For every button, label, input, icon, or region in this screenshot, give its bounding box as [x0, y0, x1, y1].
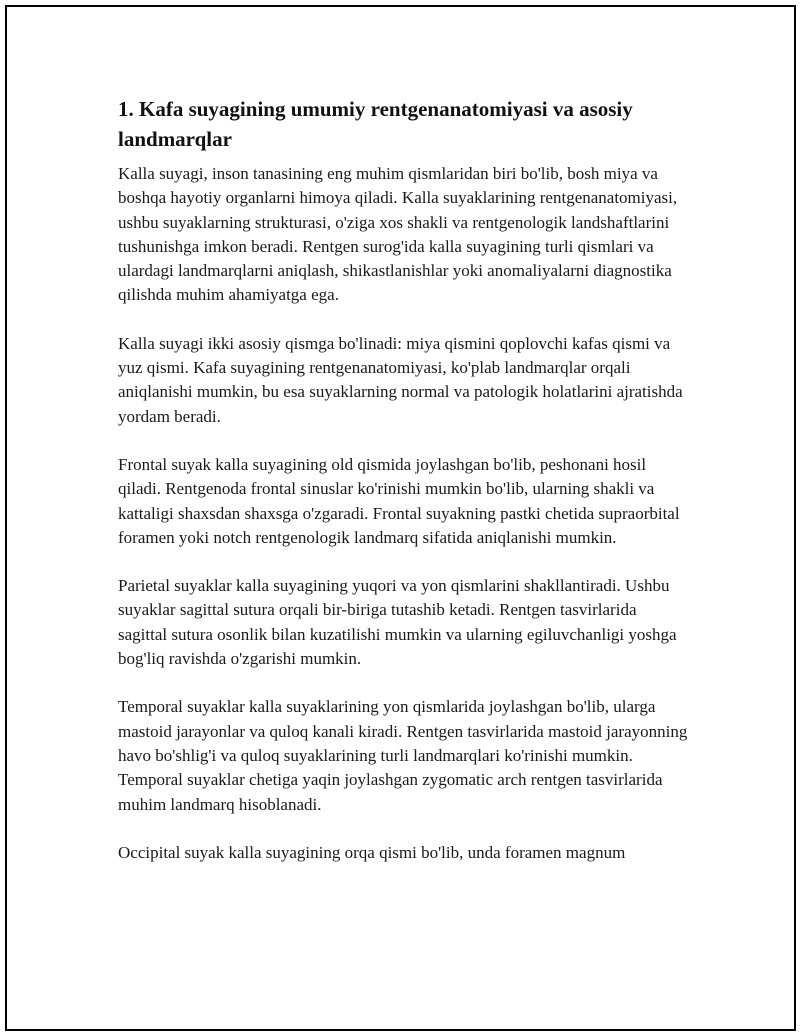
paragraph-skull-parts: Kalla suyagi ikki asosiy qismga bo'linadi: miya qismini qoplovchi kafas qismi va yuz qismi. Kafa suyagining rentgenanatomiyasi, ko'plab landmarqlar orqali aniqlanishi mumkin, bu esa suyaklarning normal va patologik holatlarini ajratishda yordam beradi. [118, 333, 683, 426]
section-heading: 1. Kafa suyagining umumiy rentgenanatomiyasi va asosiy landmarqlar [118, 97, 633, 151]
paragraph-parietal-bones: Parietal suyaklar kalla suyagining yuqori va yon qismlarini shakllantiradi. Ushbu suyaklar sagittal sutura orqali bir-biriga tutashib ketadi. Rentgen tasvirlarida sagittal sutura osonlik bilan kuzatilishi mumkin va ularning egiluvchanligi yoshga bog'liq ravishda o'zgarishi mumkin. [118, 576, 677, 669]
paragraph-temporal-bones: Temporal suyaklar kalla suyaklarining yon qismlarida joylashgan bo'lib, ularga mastoid jarayonlar va quloq kanali kiradi. Rentgen tasvirlarida mastoid jarayonning havo bo'shlig'i va quloq suyaklarining turli landmarqlari ko'rinishi mumkin. Temporal suyaklar chetiga yaqin joylashgan zygomatic arch rentgen tasvirlarida muhim landmarq hisoblanadi. [118, 697, 688, 814]
paragraph-frontal-bone: Frontal suyak kalla suyagining old qismida joylashgan bo'lib, peshonani hosil qiladi. Rentgenoda frontal sinuslar ko'rinishi mumkin bo'lib, ularning shakli va kattaligi shaxsdan shaxsga o'zgaradi. Frontal suyakning pastki chetida supraorbital foramen yoki notch rentgenologik landmarq sifatida aniqlanishi mumkin. [118, 454, 680, 547]
paragraph-intro: Kalla suyagi, inson tanasining eng muhim qismlaridan biri bo'lib, bosh miya va boshqa hayotiy organlarni himoya qiladi. Kalla suyaklarining rentgenanatomiyasi, ushbu suyaklarning strukturasi, o'ziga xos shakli va rentgenologik landshaftlarini tushunishga imkon beradi. Rentgen surog'ida kalla suyagining turli qismlari va ulardagi landmarqlarni aniqlash, shikastlanishlar yoki anomaliyalarni diagnostika qilishda muhim ahamiyatga ega. [118, 164, 678, 305]
document-body [118, 94, 688, 889]
paragraph-occipital-bone: Occipital suyak kalla suyagining orqa qismi bo'lib, unda foramen magnum [118, 842, 626, 862]
